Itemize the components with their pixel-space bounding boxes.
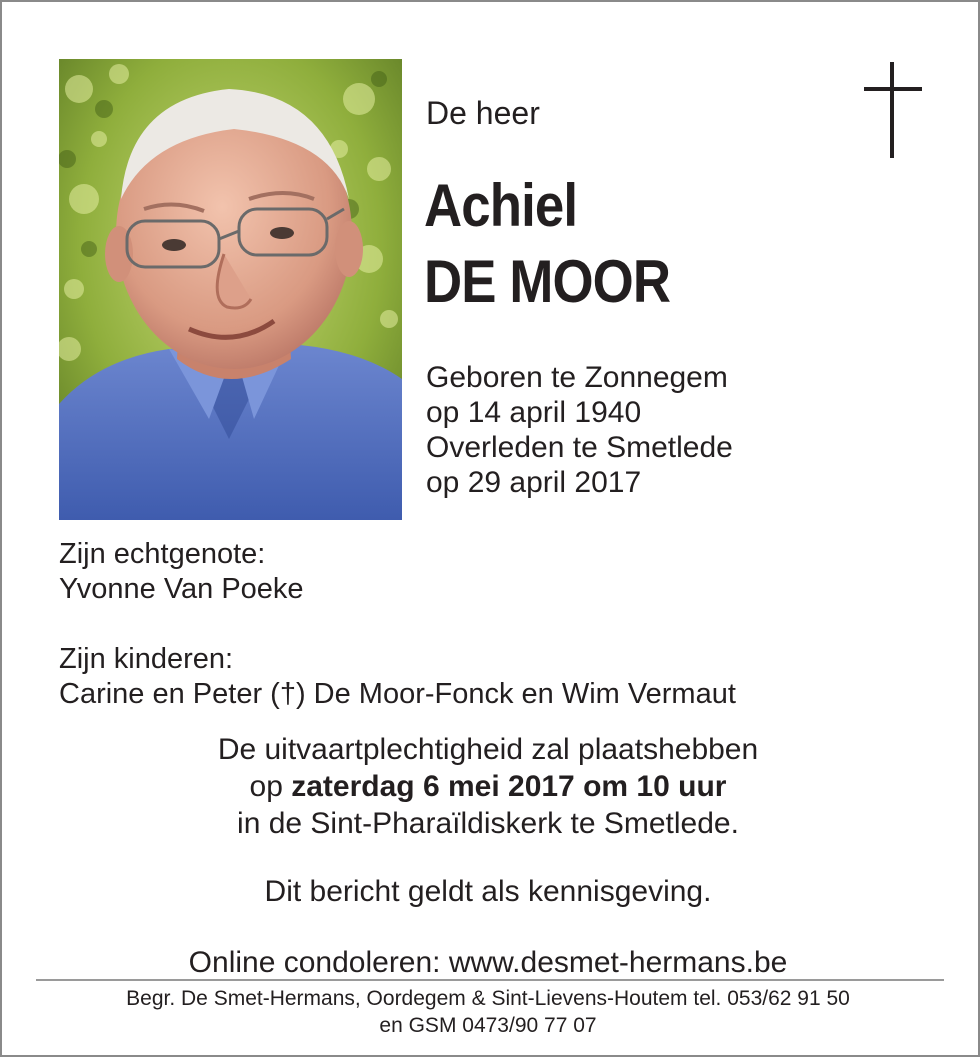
- service-line-3: in de Sint-Pharaïldiskerk te Smetlede.: [237, 807, 739, 840]
- footer-line-2: en GSM 0473/90 77 07: [379, 1014, 597, 1037]
- footer-line-1: Begr. De Smet-Hermans, Oordegem & Sint-Lievens-Houtem tel. 053/62 91 50: [126, 987, 850, 1010]
- death-place: Overleden te Smetlede: [426, 431, 733, 464]
- funeral-service: [0, 731, 976, 842]
- footer-divider: [36, 979, 944, 981]
- deceased-name: [424, 168, 670, 320]
- online-condolence: Online condoleren: www.desmet-hermans.be: [188, 946, 788, 979]
- salutation: De heer: [426, 95, 540, 131]
- latin-cross-icon: [864, 62, 922, 158]
- death-date: op 29 april 2017: [426, 466, 642, 499]
- notice-text: Dit bericht geldt als kennisgeving.: [264, 875, 712, 908]
- life-dates: [426, 360, 733, 500]
- children-names: Carine en Peter (†) De Moor-Fonck en Wim Vermaut: [59, 678, 736, 710]
- service-line-2: [0, 768, 976, 805]
- spouse-label: Zijn echtgenote:: [59, 538, 266, 570]
- birth-place: Geboren te Zonnegem: [426, 361, 728, 394]
- first-name: Achiel: [424, 172, 578, 239]
- birth-date: op 14 april 1940: [426, 396, 642, 429]
- last-name: DE MOOR: [424, 248, 671, 315]
- family-section: [59, 537, 736, 712]
- funeral-home-footer: [0, 985, 976, 1039]
- service-line-1: De uitvaartplechtigheid zal plaatshebben: [217, 733, 759, 766]
- service-date-prefix: op: [249, 770, 292, 803]
- service-date: zaterdag 6 mei 2017 om 10 uur: [291, 770, 727, 803]
- spouse-name: Yvonne Van Poeke: [59, 573, 304, 605]
- children-label: Zijn kinderen:: [59, 643, 234, 675]
- portrait-photo: [59, 59, 402, 520]
